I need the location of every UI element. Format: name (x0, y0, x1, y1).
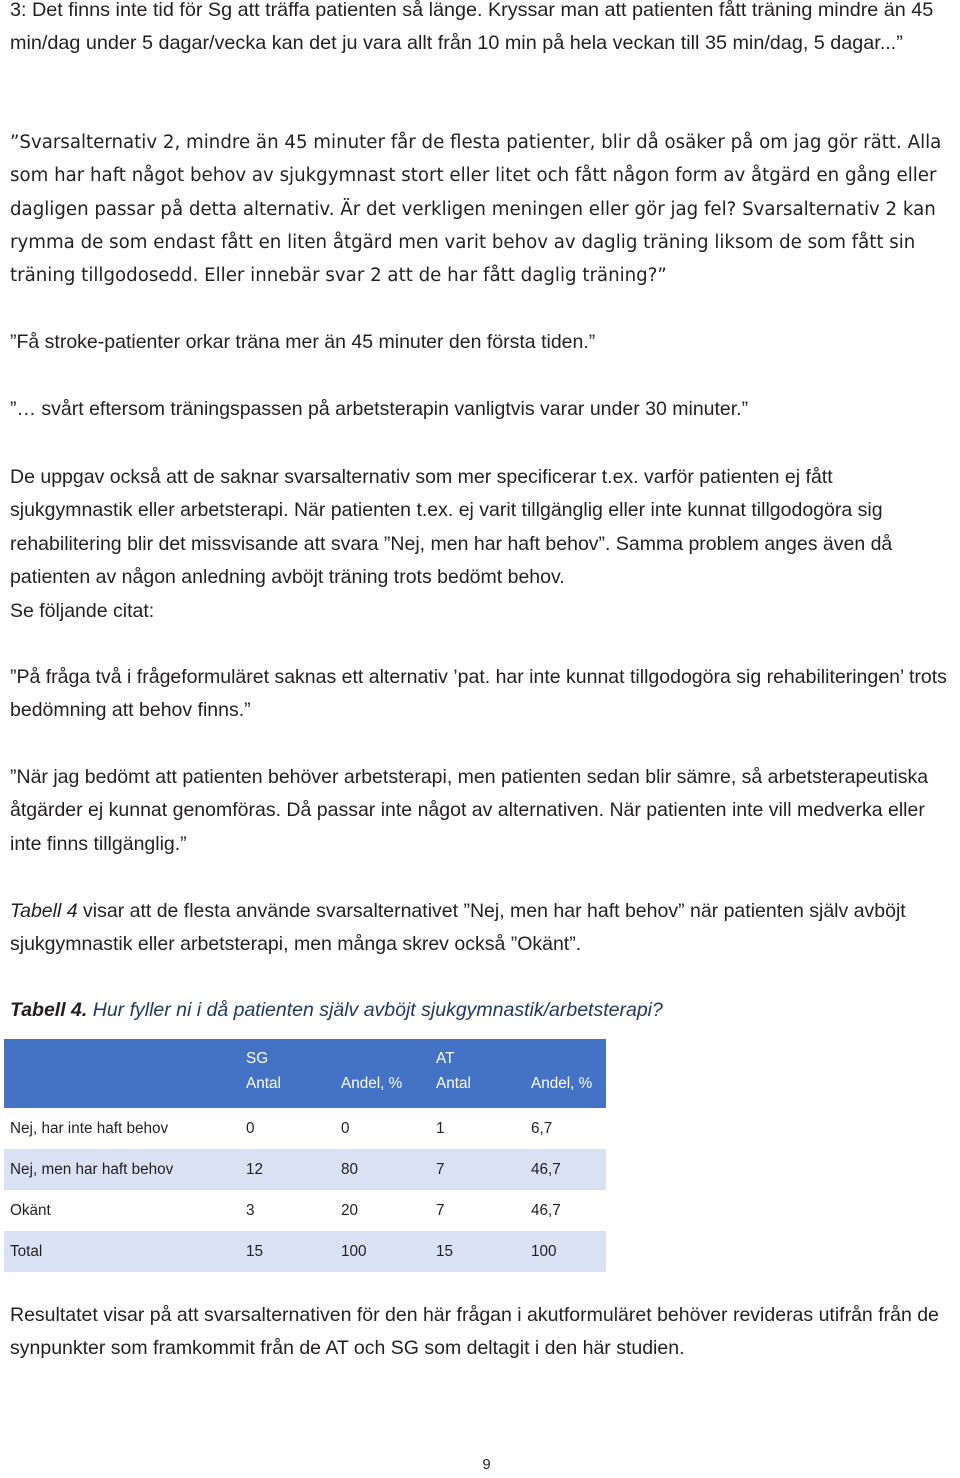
cell-sg-andel: 20 (341, 1201, 359, 1219)
cell-sg-andel: 80 (341, 1149, 436, 1190)
row-label: Nej, men har haft behov (4, 1149, 246, 1190)
table-header-empty (4, 1039, 246, 1108)
paragraph-body-1: De uppgav också att de saknar svarsalternativ som mer specificerar t.ex. varför patienten ej fått sjukgymnastik eller arbetsterapi. När patienten t.ex. ej varit tillgänglig eller inte kunnat tillgodogöra sig rehabilitering blir det missvisande att svara ”Nej, men har haft behov”. Samma problem anges även då patienten av någon anledning avböjt träning trots bedömt behov. (10, 466, 893, 588)
header-antal-at: Antal (436, 1075, 471, 1092)
table-reference-text: visar att de flesta använde svarsalternativet ”Nej, men har haft behov” när patienten själv avböjt sjukgymnastik eller arbetsterapi, men många skrev också ”Okänt”. (10, 900, 906, 956)
paragraph-quote-1: 3: Det finns inte tid för Sg att träffa patienten så länge. Kryssar man att patienten fått träning mindre än 45 min/dag under 5 dagar/vecka kan det ju vara allt från 10 min på hela veckan till 35 min/dag, 5 dagar...” (10, 0, 934, 55)
header-group-at: AT (436, 1050, 455, 1067)
paragraph-quote-3: ”Få stroke-patienter orkar träna mer än 45 minuter den första tiden.” (10, 331, 596, 353)
table-row (4, 1190, 606, 1231)
cell-at-andel: 100 (531, 1231, 606, 1272)
cell-at-andel: 46,7 (531, 1201, 561, 1219)
header-andel-at: Andel, % (531, 1075, 593, 1092)
cell-at-antal: 7 (436, 1201, 445, 1219)
cell-at-andel: 6,7 (531, 1119, 553, 1137)
paragraph-body-1b: Se följande citat: (10, 600, 155, 622)
table-header-andel-at-cell (531, 1039, 606, 1108)
cell-sg-antal: 12 (246, 1149, 341, 1190)
cell-at-antal: 1 (436, 1119, 445, 1137)
cell-sg-andel: 0 (341, 1119, 350, 1137)
table-caption-label: Tabell 4. (10, 999, 88, 1021)
header-antal-sg: Antal (246, 1075, 281, 1092)
cell-sg-antal: 0 (246, 1119, 255, 1137)
table-header-sg (246, 1039, 341, 1108)
table-header-row (4, 1039, 606, 1108)
paragraph-table-reference (10, 895, 956, 962)
cell-at-andel: 46,7 (531, 1149, 606, 1190)
table-row (4, 1149, 606, 1190)
paragraph-quote-6: ”När jag bedömt att patienten behöver arbetsterapi, men patienten sedan blir sämre, så arbetsterapeutiska åtgärder ej kunnat genomföras. Då passar inte något av alternativen. När patienten inte vill medverka eller inte finns tillgänglig.” (10, 766, 929, 855)
table-row (4, 1231, 606, 1272)
table-caption (10, 994, 956, 1027)
table-caption-text: Hur fyller ni i då patienten själv avböjt sjukgymnastik/arbetsterapi? (87, 999, 663, 1021)
table-row (4, 1108, 606, 1149)
row-label: Okänt (10, 1201, 51, 1219)
table-header-andel-sg-cell (341, 1039, 436, 1108)
cell-sg-andel: 100 (341, 1231, 436, 1272)
paragraph-quote-4: ”… svårt eftersom träningspassen på arbetsterapin vanligtvis varar under 30 minuter.” (10, 398, 749, 420)
cell-at-antal: 7 (436, 1149, 531, 1190)
page-number: 9 (482, 1456, 491, 1473)
cell-sg-antal: 3 (246, 1201, 255, 1219)
cell-sg-antal: 15 (246, 1231, 341, 1272)
paragraph-quote-2: ”Svarsalternativ 2, mindre än 45 minuter får de flesta patienter, blir då osäker på om jag gör rätt. Alla som har haft något behov av sjukgymnast stort eller litet och fått någon form av åtgärd en gång eller dagligen passar på detta alternativ. Är det verkligen meningen eller gör jag fel? Svarsalternativ 2 kan rymma de som endast fått en liten åtgärd men varit behov av daglig träning liksom de som fått sin träning tillgodosedd. Eller innebär svar 2 att de har fått daglig träning?” (10, 132, 942, 287)
table-header-at (436, 1039, 531, 1108)
header-group-sg: SG (246, 1050, 269, 1067)
cell-at-antal: 15 (436, 1231, 531, 1272)
row-label: Nej, har inte haft behov (10, 1119, 169, 1137)
paragraph-conclusion: Resultatet visar på att svarsalternativen för den här frågan i akutformuläret behöver revideras utifrån från de synpunkter som framkommit från de AT och SG som deltagit i den här studien. (10, 1304, 939, 1360)
paragraph-quote-5: ”På fråga två i frågeformuläret saknas ett alternativ ’pat. har inte kunnat tillgodogöra sig rehabiliteringen’ trots bedömning att behov finns.” (10, 666, 947, 722)
results-table (4, 1039, 606, 1272)
header-andel-sg: Andel, % (341, 1075, 403, 1092)
table-reference: Tabell 4 (10, 900, 78, 922)
row-label: Total (4, 1231, 246, 1272)
